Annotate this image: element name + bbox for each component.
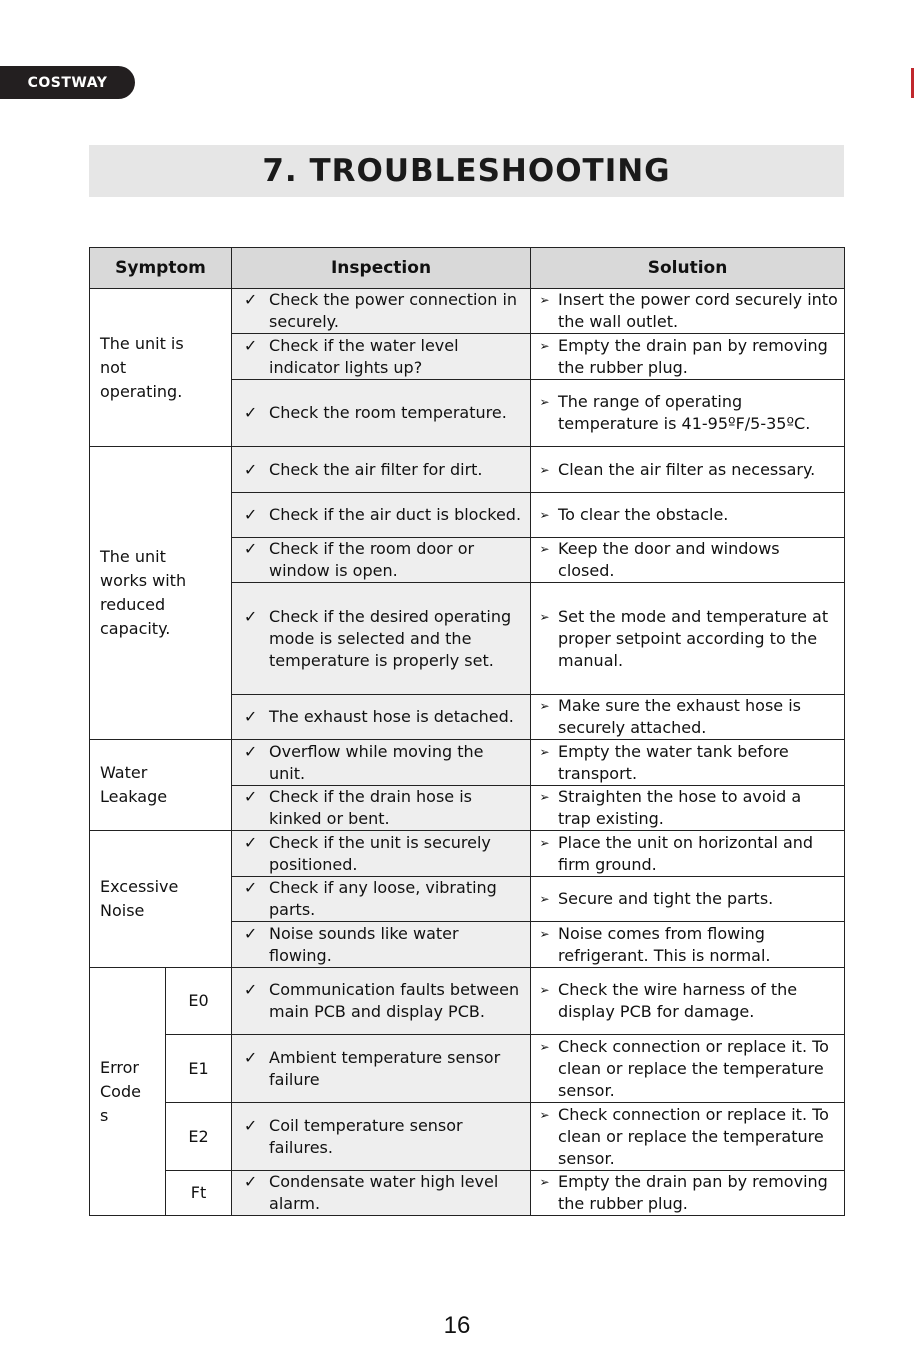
inspection-item [232,786,530,830]
solution-cell [531,877,845,922]
solution-cell [531,447,845,493]
inspection-text: Noise sounds like water flowing. [269,923,459,965]
solution-text: Check connection or replace it. To clean or replace the temperature sensor. [558,1104,829,1168]
solution-item [531,1104,844,1170]
inspection-text: Check if any loose, vibrating parts. [269,878,497,919]
solution-text: Check the wire harness of the display PCB for damage. [558,980,798,1021]
checkmark-icon: ✓ [243,878,258,897]
solution-item [531,741,844,785]
solution-cell [531,334,845,380]
symptom-cell [90,289,232,447]
arrow-bullet-icon: ➢ [539,395,550,409]
solution-text: Keep the door and windows closed. [558,539,780,580]
troubleshooting-table [89,247,845,1216]
header-symptom: Symptom [90,248,232,289]
inspection-text: Check the room temperature. [269,403,507,422]
solution-item [531,459,844,481]
table-row [90,1103,845,1171]
table-row [90,1035,845,1103]
inspection-cell [232,493,531,538]
arrow-bullet-icon: ➢ [539,542,550,556]
solution-item [531,695,844,739]
inspection-text: Overflow while moving the unit. [269,741,484,783]
solution-cell [531,380,845,447]
symptom-text: Error Code s [100,1057,141,1125]
checkmark-icon: ✓ [243,741,258,761]
error-code-cell: Ft [166,1171,232,1216]
solution-text: Empty the drain pan by removing the rubber plug. [558,1172,828,1213]
inspection-item [232,606,530,672]
arrow-bullet-icon: ➢ [539,462,550,477]
arrow-bullet-icon: ➢ [539,508,550,522]
arrow-bullet-icon: ➢ [539,926,550,941]
solution-cell [531,831,845,877]
inspection-item [232,877,530,921]
inspection-cell [232,447,531,493]
inspection-text: Communication faults between main PCB and display PCB. [269,980,520,1021]
inspection-item [232,1047,530,1091]
inspection-item [232,741,530,785]
inspection-item [232,1171,530,1215]
solution-text: Empty the water tank before transport. [558,741,789,783]
inspection-text: Coil temperature sensor failures. [269,1115,463,1157]
inspection-text: The exhaust hose is detached. [269,707,514,726]
inspection-cell [232,968,531,1035]
solution-item [531,391,844,435]
solution-cell [531,695,845,740]
checkmark-icon: ✓ [243,505,258,524]
brand-logo: COSTWAY [0,66,135,99]
solution-item [531,606,844,672]
solution-item [531,888,844,910]
inspection-item [232,335,530,379]
solution-text: Straighten the hose to avoid a trap existing. [558,787,802,828]
table-row [90,740,845,786]
inspection-item [232,706,530,728]
solution-item [531,504,844,526]
checkmark-icon: ✓ [243,787,258,806]
inspection-cell [232,289,531,334]
symptom-cell [90,447,232,740]
solution-item [531,923,844,967]
solution-item [531,786,844,830]
page-number: 16 [443,1312,471,1339]
table-row [90,1171,845,1216]
arrow-bullet-icon: ➢ [539,892,550,906]
solution-item [531,979,844,1023]
symptom-cell [90,740,232,831]
arrow-bullet-icon: ➢ [539,293,550,307]
inspection-cell [232,583,531,695]
inspection-cell [232,922,531,968]
inspection-text: Condensate water high level alarm. [269,1172,499,1213]
inspection-item [232,504,530,526]
solution-cell [531,786,845,831]
table-row [90,447,845,493]
error-code-cell: E1 [166,1035,232,1103]
checkmark-icon: ✓ [243,606,258,626]
checkmark-icon: ✓ [243,459,258,479]
checkmark-icon: ✓ [243,1115,258,1135]
solution-item [531,538,844,582]
arrow-bullet-icon: ➢ [539,983,550,997]
checkmark-icon: ✓ [243,707,258,726]
solution-cell [531,538,845,583]
arrow-bullet-icon: ➢ [539,338,550,353]
solution-text: Set the mode and temperature at proper setpoint according to the manual. [558,606,829,670]
symptom-text: The unit is not operating. [100,333,184,401]
checkmark-icon: ✓ [243,1047,258,1067]
checkmark-icon: ✓ [243,1172,258,1191]
inspection-item [232,459,530,481]
solution-text: Check connection or replace it. To clean or replace the temperature sensor. [558,1036,829,1100]
inspection-item [232,1115,530,1159]
inspection-cell [232,786,531,831]
arrow-bullet-icon: ➢ [539,790,550,804]
arrow-bullet-icon: ➢ [539,699,550,713]
solution-cell [531,922,845,968]
inspection-text: Check the air filter for dirt. [269,459,483,479]
table-row [90,831,845,877]
arrow-bullet-icon: ➢ [539,835,550,850]
solution-item [531,832,844,876]
symptom-text: The unit works with reduced capacity. [100,547,187,638]
solution-cell [531,493,845,538]
checkmark-icon: ✓ [243,335,258,355]
inspection-cell [232,877,531,922]
symptom-cell [90,831,232,968]
solution-item [531,1036,844,1102]
inspection-text: Check the power connection in securely. [269,290,518,331]
error-codes-cell [90,968,166,1216]
checkmark-icon: ✓ [243,539,258,558]
inspection-text: Check if the air duct is blocked. [269,505,522,524]
inspection-text: Check if the room door or window is open. [269,539,475,580]
inspection-item [232,402,530,424]
solution-cell [531,1035,845,1103]
arrow-bullet-icon: ➢ [539,1107,550,1122]
arrow-bullet-icon: ➢ [539,744,550,759]
solution-text: To clear the obstacle. [558,505,729,524]
arrow-bullet-icon: ➢ [539,1175,550,1189]
inspection-text: Check if the unit is securely positioned. [269,832,491,874]
table-body [90,289,845,1216]
inspection-cell [232,1171,531,1216]
checkmark-icon: ✓ [243,923,258,943]
solution-cell [531,583,845,695]
inspection-cell [232,1103,531,1171]
table-header-row [90,248,845,289]
solution-cell [531,968,845,1035]
inspection-cell [232,334,531,380]
solution-item [531,289,844,333]
arrow-bullet-icon: ➢ [539,1039,550,1054]
section-title: 7. TROUBLESHOOTING [262,153,671,189]
inspection-item [232,289,530,333]
section-title-bar [89,145,844,197]
inspection-text: Ambient temperature sensor failure [269,1047,501,1089]
header-solution: Solution [531,248,845,289]
arrow-bullet-icon: ➢ [539,609,550,624]
solution-text: Clean the air filter as necessary. [558,459,816,479]
inspection-item [232,538,530,582]
solution-item [531,1171,844,1215]
solution-text: Insert the power cord securely into the wall outlet. [558,290,838,331]
error-code-cell: E2 [166,1103,232,1171]
inspection-text: Check if the drain hose is kinked or bent. [269,787,473,828]
inspection-item [232,923,530,967]
table-row [90,968,845,1035]
solution-item [531,335,844,379]
inspection-cell [232,740,531,786]
symptom-text: Water Leakage [100,763,168,806]
solution-cell [531,1171,845,1216]
error-code-cell: E0 [166,968,232,1035]
inspection-item [232,832,530,876]
inspection-cell [232,695,531,740]
solution-cell [531,740,845,786]
solution-text: Empty the drain pan by removing the rubber plug. [558,335,828,377]
checkmark-icon: ✓ [243,832,258,852]
symptom-text: Excessive Noise [100,877,179,920]
solution-text: Secure and tight the parts. [558,889,774,908]
inspection-text: Check if the water level indicator lights up? [269,335,459,377]
inspection-cell [232,538,531,583]
checkmark-icon: ✓ [243,403,258,422]
inspection-text: Check if the desired operating mode is selected and the temperature is properly set. [269,606,512,670]
table-row [90,289,845,334]
inspection-cell [232,380,531,447]
header-inspection: Inspection [232,248,531,289]
solution-text: The range of operating temperature is 41-95ºF/5-35ºC. [558,392,811,433]
inspection-cell [232,831,531,877]
checkmark-icon: ✓ [243,290,258,309]
inspection-cell [232,1035,531,1103]
checkmark-icon: ✓ [243,980,258,999]
solution-cell [531,1103,845,1171]
solution-text: Noise comes from flowing refrigerant. This is normal. [558,923,771,965]
solution-text: Make sure the exhaust hose is securely attached. [558,696,802,737]
solution-text: Place the unit on horizontal and firm ground. [558,832,814,874]
solution-cell [531,289,845,334]
inspection-item [232,979,530,1023]
